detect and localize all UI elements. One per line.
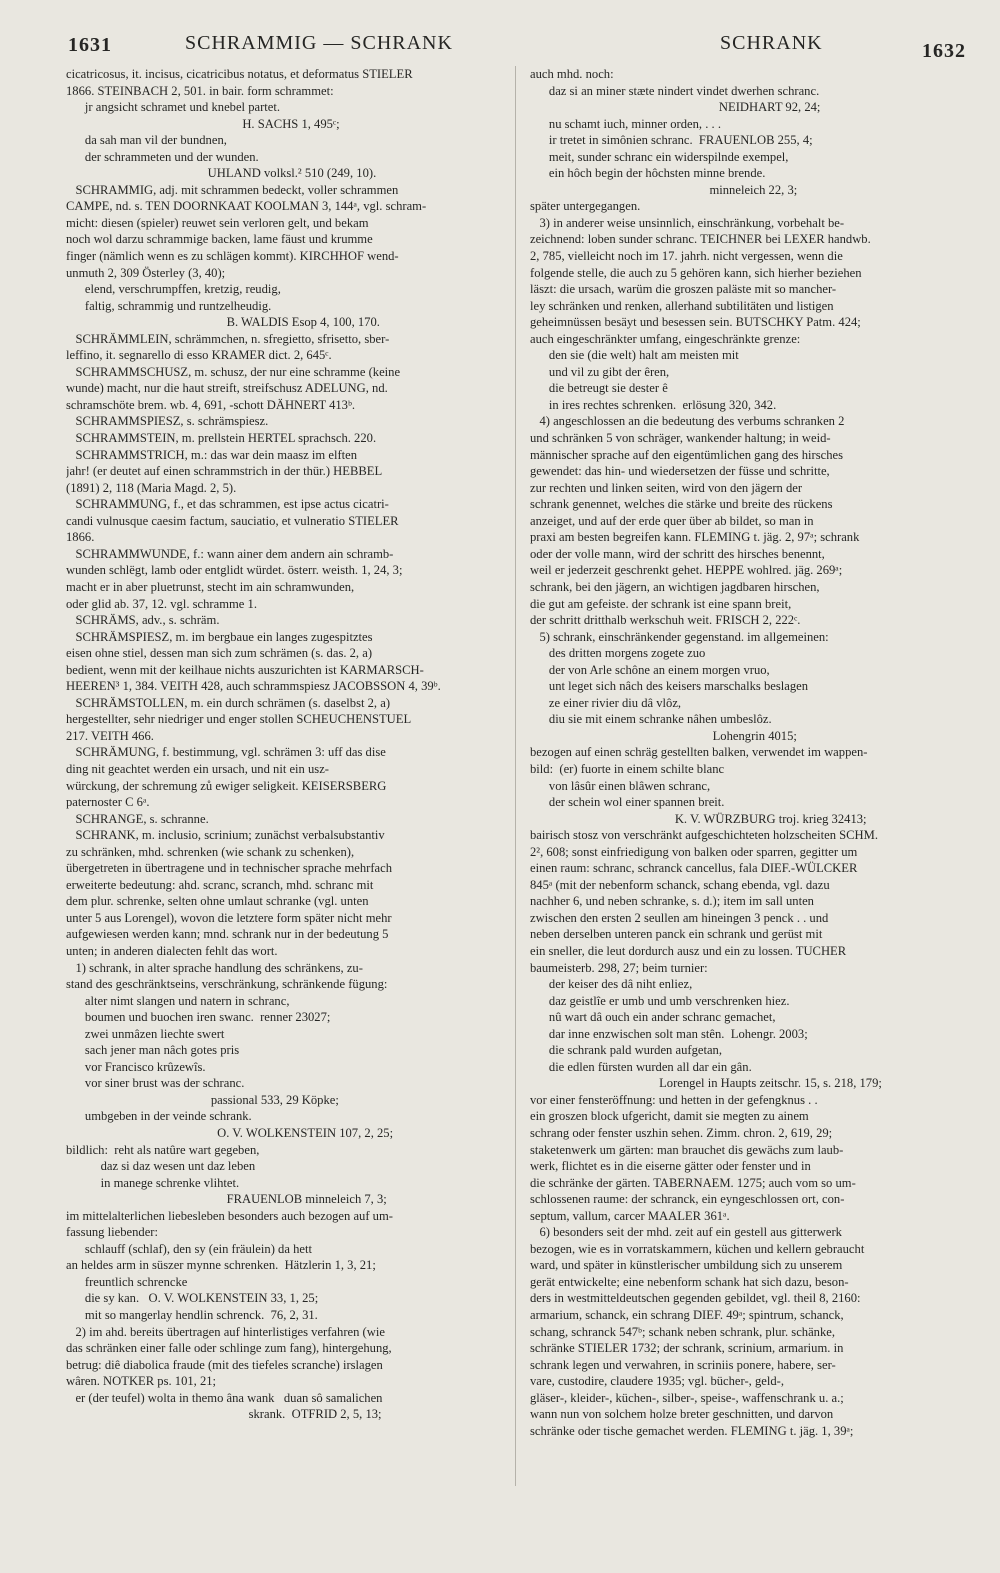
- text-line: die sy kan. O. V. WOLKENSTEIN 33, 1, 25;: [66, 1291, 319, 1306]
- text-line: skrank. OTFRID 2, 5, 13;: [66, 1407, 382, 1422]
- text-line: unter 5 aus Lorengel), wovon die letztere form später nicht mehr: [66, 910, 392, 925]
- text-line: schlossenen raume: der schranck, ein eyngeschlossen ort, con-: [530, 1192, 845, 1207]
- text-line: elend, verschrumpffen, kretzig, reudig,: [66, 282, 281, 297]
- text-line: schrang oder fenster uszhin sehen. Zimm. chron. 2, 619, 29;: [530, 1126, 833, 1140]
- text-line: baumeisterb. 298, 27; beim turnier:: [530, 960, 708, 975]
- right-text-column: [530, 66, 960, 1439]
- text-line: schrank, bei den jägern, an wichtigen jagdbaren hirschen,: [530, 579, 820, 594]
- text-line: daz si an miner stæte nindert vindet dwerhen schranc.: [530, 83, 820, 98]
- text-line: micht: diesen (spieler) reuwet sein verloren gelt, und bekam: [66, 215, 369, 230]
- text-line: vor einer fensteröffnung: und hetten in der gefengknus . .: [530, 1092, 818, 1107]
- text-line: die edlen fürsten wurden all dar ein gân.: [530, 1059, 752, 1074]
- text-line: wâren. NOTKER ps. 101, 21;: [66, 1374, 217, 1389]
- text-line: daz si daz wesen unt daz leben: [66, 1159, 256, 1174]
- text-line: passional 533, 29 Köpke;: [66, 1092, 339, 1107]
- text-line: 1866. STEINBACH 2, 501. in bair. form schrammet:: [66, 83, 334, 98]
- text-line: minneleich 22, 3;: [530, 182, 798, 197]
- text-line: nu schamt iuch, minner orden, . . .: [530, 116, 721, 131]
- text-line: der schrammeten und der wunden.: [66, 149, 259, 164]
- text-line: der keiser des dâ niht enliez,: [530, 977, 693, 992]
- text-line: die schränke der gärten. TABERNAEM. 1275; auch vom so um-: [530, 1175, 856, 1190]
- text-line: in ires rechtes schrenken. erlösung 320, 342.: [530, 397, 777, 412]
- text-line: umbgeben in der veinde schrank.: [66, 1109, 252, 1124]
- text-line: er (der teufel) wolta in themo âna wank duan sô samalichen: [66, 1390, 383, 1405]
- right-page-number: 1632: [922, 40, 966, 62]
- text-line: UHLAND volksl.² 510 (249, 10).: [66, 166, 377, 181]
- text-line: SCHRÄMS, adv., s. schräm.: [66, 613, 220, 628]
- text-line: septum, vallum, carcer MAALER 361ᵃ.: [530, 1208, 730, 1223]
- text-line: HEEREN³ 1, 384. VEITH 428, auch schrammspiesz JACOBSSON 4, 39ᵇ.: [66, 679, 441, 694]
- page-header: [0, 30, 1000, 64]
- text-line: SCHRAMMWUNDE, f.: wann ainer dem andern ain schramb-: [66, 546, 394, 561]
- text-line: 845ᵃ (mit der nebenform schanck, schang ebenda, vgl. dazu: [530, 877, 830, 892]
- text-line: werk, flichtet es in die eiserne gätter oder fenster und in: [530, 1159, 811, 1174]
- text-line: paternoster C 6ᵃ.: [66, 795, 150, 810]
- text-line: alter nimt slangen und natern in schranc,: [66, 993, 290, 1008]
- left-page-number: 1631: [68, 34, 112, 56]
- text-line: mit so mangerlay hendlin schrenck. 76, 2, 31.: [66, 1308, 318, 1323]
- text-line: anzeiget, und auf der erde quer über ab bildet, so man in: [530, 513, 814, 528]
- text-line: O. V. WOLKENSTEIN 107, 2, 25;: [66, 1126, 394, 1140]
- column-divider: [515, 66, 516, 1486]
- text-line: jahr! (er deutet auf einen schrammstrich in der thür.) HEBBEL: [66, 464, 383, 479]
- text-line: freuntlich schrencke: [66, 1274, 188, 1289]
- text-line: SCHRAMMSTRICH, m.: das war dein maasz im elften: [66, 447, 358, 462]
- text-line: die gut am gefeiste. der schrank ist eine spann breit,: [530, 596, 792, 611]
- text-line: bairisch stosz von verschränkt aufgeschichteten holzscheiten SCHM.: [530, 828, 878, 843]
- text-line: finger (nämlich wenn es zu schlägen kommt). KIRCHHOF wend-: [66, 249, 399, 264]
- text-line: schramschöte brem. wb. 4, 691, -schott DÄHNERT 413ᵇ.: [66, 397, 356, 412]
- text-line: schrank genennet, welches die stärke und breite des rückens: [530, 497, 833, 512]
- text-line: des dritten morgens zogete zuo: [530, 646, 706, 661]
- text-line: 1) schrank, in alter sprache handlung des schränkens, zu-: [66, 960, 363, 975]
- text-line: den sie (die welt) halt am meisten mit: [530, 348, 739, 363]
- text-line: bezogen, wie es in vorratskammern, küchen und kellern gebraucht: [530, 1241, 865, 1256]
- text-line: unt leget sich nâch des keisers marschalks beslagen: [530, 679, 809, 694]
- text-line: SCHRAMMSPIESZ, s. schrämspiesz.: [66, 414, 269, 429]
- text-line: diu sie mit einem schranke nâhen umbeslôz.: [530, 712, 772, 727]
- text-line: das schränken einer falle oder schlinge zum fang), hintergehung,: [66, 1341, 392, 1356]
- text-line: und schränken 5 von schräger, wankender haltung; in weid-: [530, 431, 831, 446]
- text-line: 2², 608; sonst einfriedigung von balken oder sparren, gegitter um: [530, 844, 858, 859]
- text-line: unten; in anderen dialecten fehlt das wort.: [66, 943, 278, 958]
- text-line: macht er in aber pluetrunst, stecht im ain schramwunden,: [66, 579, 355, 594]
- text-line: 2, 785, vielleicht noch im 17. jahrh. nicht vergessen, wenn die: [530, 249, 843, 264]
- text-line: 5) schrank, einschränkender gegenstand. im allgemeinen:: [530, 629, 829, 644]
- text-line: ze einer rivier diu dâ vlôz,: [530, 695, 682, 710]
- text-line: vor Francisco krûzewîs.: [66, 1059, 206, 1074]
- text-line: da sah man vil der bundnen,: [66, 133, 227, 148]
- text-line: daz geistlîe er umb und umb verschrenken hiez.: [530, 993, 790, 1008]
- text-line: noch wol darzu schrammige backen, lame fäust und krumme: [66, 232, 373, 247]
- text-line: fassung liebender:: [66, 1225, 158, 1240]
- text-line: meit, sunder schranc ein widerspilnde exempel,: [530, 149, 789, 164]
- text-line: SCHRAMMSTEIN, m. prellstein HERTEL sprachsch. 220.: [66, 431, 377, 446]
- text-line: schlauff (schlaf), den sy (ein fräulein) da hett: [66, 1241, 312, 1256]
- text-line: aufgewiesen werden kann; mnd. schrank nur in der bedeutung 5: [66, 927, 389, 942]
- text-line: stand des geschränktseins, verschränkung, schränkende fügung:: [66, 977, 388, 992]
- text-line: SCHRÄMSPIESZ, m. im bergbaue ein langes zugespitztes: [66, 629, 373, 644]
- text-line: wann nun von solchem holze breter geschnitten, und darvon: [530, 1407, 834, 1422]
- text-line: (1891) 2, 118 (Maria Magd. 2, 5).: [66, 480, 237, 495]
- text-line: 217. VEITH 466.: [66, 728, 154, 743]
- text-line: ward, und später in künstlerischer umbildung sich zu unserem: [530, 1258, 843, 1273]
- text-line: bedient, wenn mit der keilhaue nichts auszurichten ist KARMARSCH-: [66, 662, 424, 677]
- text-line: ein groszen block ufgericht, damit sie megten zu ainem: [530, 1109, 809, 1124]
- text-line: auch mhd. noch:: [530, 67, 614, 81]
- text-line: in manege schrenke vlihtet.: [66, 1175, 240, 1190]
- text-line: SCHRANGE, s. schranne.: [66, 811, 209, 826]
- text-line: staketenwerk um gärten: man brauchet dis gewächs zum laub-: [530, 1142, 844, 1157]
- text-line: faltig, schrammig und runtzelheudig.: [66, 298, 272, 313]
- text-line: CAMPE, nd. s. TEN DOORNKAAT KOOLMAN 3, 144ᵃ, vgl. schram-: [66, 199, 427, 214]
- text-line: bezogen auf einen schräg gestellten balken, verwendet im wappen-: [530, 745, 868, 760]
- text-line: schränke oder tische gemachet werden. FLEMING t. jäg. 1, 39ᵃ;: [530, 1423, 854, 1438]
- text-line: SCHRÄMSTOLLEN, m. ein durch schrämen (s. daselbst 2, a): [66, 695, 391, 710]
- text-line: Lorengel in Haupts zeitschr. 15, s. 218, 179;: [530, 1076, 882, 1091]
- text-line: und vil zu gibt der êren,: [530, 364, 670, 379]
- text-line: Lohengrin 4015;: [530, 728, 797, 743]
- text-line: ein hôch begin der hôchsten minne brende.: [530, 166, 766, 181]
- text-line: von lâsûr einen blâwen schranc,: [530, 778, 711, 793]
- text-line: übergetreten in übertragene und in technischer sprache mehrfach: [66, 861, 393, 876]
- text-line: ein sneller, die leut dordurch ausz und ein zu lossen. TUCHER: [530, 943, 847, 958]
- text-line: auch eingeschränkter umfang, eingeschränkte grenze:: [530, 331, 801, 346]
- text-line: 6) besonders seit der mhd. zeit auf ein gestell aus gitterwerk: [530, 1225, 842, 1240]
- text-line: einen raum: schranc, schranck cancellus, fala DIEF.-WÜLCKER: [530, 861, 858, 876]
- text-line: sach jener man nâch gotes pris: [66, 1043, 240, 1058]
- text-line: schang, schranck 547ᵇ; schank neben schrank, plur. schänke,: [530, 1324, 836, 1339]
- text-line: im mittelalterlichen liebesleben besonders auch bezogen auf um-: [66, 1208, 393, 1223]
- text-line: später untergegangen.: [530, 199, 641, 214]
- text-line: jr angsicht schramet und knebel partet.: [66, 100, 281, 115]
- text-line: 3) in anderer weise unsinnlich, einschränkung, vorbehalt be-: [530, 215, 845, 230]
- text-line: H. SACHS 1, 495ᶜ;: [66, 116, 340, 131]
- left-running-headword: SCHRAMMIG — SCHRANK: [185, 32, 453, 54]
- text-line: gläser-, kleider-, küchen-, silber-, speise-, waffenschrank u. a.;: [530, 1390, 844, 1405]
- text-line: SCHRAMMSCHUSZ, m. schusz, der nur eine schramme (keine: [66, 364, 401, 379]
- text-line: 1866.: [66, 530, 95, 545]
- text-line: eisen ohne stiel, dessen man sich zum schrämen (s. das. 2, a): [66, 646, 373, 661]
- text-line: candi vulnusque caesim factum, sauciatio, et vulneratio STIELER: [66, 513, 399, 528]
- text-line: erweiterte bedeutung: ahd. scranc, scranch, mhd. schranc mit: [66, 877, 374, 892]
- text-line: gewendet: das hin- und wiedersetzen der füsse und schritte,: [530, 464, 830, 479]
- text-line: 4) angeschlossen an die bedeutung des verbums schranken 2: [530, 414, 845, 429]
- text-line: SCHRÄMMLEIN, schrämmchen, n. sfregietto, sfrisetto, sber-: [66, 331, 390, 346]
- text-line: SCHRANK, m. inclusio, scrinium; zunächst verbalsubstantiv: [66, 828, 385, 843]
- text-line: zu schränken, mhd. schrenken (wie schank zu schenken),: [66, 844, 355, 859]
- text-line: an heldes arm in süszer mynne schrenken. Hätzlerin 1, 3, 21;: [66, 1258, 376, 1273]
- text-line: wunde) macht, nur die haut streift, streifschusz ADELUNG, nd.: [66, 381, 388, 396]
- text-line: weil er jederzeit geschrenkt gehet. HEPPE wohlred. jäg. 269ᵃ;: [530, 563, 843, 578]
- text-line: der schritt dritthalb werkschuh weit. FRISCH 2, 222ᶜ.: [530, 613, 801, 628]
- text-line: ley schränken und renken, allerhand subtilitäten und listigen: [530, 298, 834, 313]
- text-line: zwei unmâzen liechte swert: [66, 1026, 225, 1041]
- text-line: dar inne enzwischen solt man stên. Lohengr. 2003;: [530, 1026, 808, 1041]
- text-line: oder der volle mann, wird der schritt des hirsches benennt,: [530, 546, 825, 561]
- text-line: armarium, schanck, ein schrang DIEF. 49ᵃ; spintrum, schanck,: [530, 1308, 844, 1323]
- text-line: bildlich: reht als natûre wart gegeben,: [66, 1142, 260, 1157]
- left-text-column: [66, 66, 506, 1423]
- text-line: schränke STIELER 1732; der schrank, scrinium, armarium. in: [530, 1341, 844, 1356]
- text-line: hergestellter, sehr niedriger und enger stollen SCHEUCHENSTUEL: [66, 712, 412, 727]
- right-running-headword: SCHRANK: [720, 32, 823, 54]
- text-line: SCHRÄMUNG, f. bestimmung, vgl. schrämen 3: uff das dise: [66, 745, 386, 760]
- text-line: läszt: die ursach, warüm die groszen paläste mit so mancher-: [530, 282, 837, 297]
- text-line: NEIDHART 92, 24;: [530, 100, 821, 115]
- text-line: nachher 6, und neben schranke, s. d.); item im sall unten: [530, 894, 814, 909]
- text-line: zeichnend: loben sunder schranc. TEICHNER bei LEXER handwb.: [530, 232, 871, 247]
- text-line: dem plur. schrenke, selten ohne umlaut schranke (vgl. unten: [66, 894, 369, 909]
- text-line: B. WALDIS Esop 4, 100, 170.: [66, 315, 380, 330]
- text-line: ders in westmitteldeutschen gegenden gebildet, vgl. theil 8, 2160:: [530, 1291, 861, 1306]
- text-line: folgende stelle, die auch zu 5 gehören kann, sich hierher beziehen: [530, 265, 862, 280]
- text-line: die schrank pald wurden aufgetan,: [530, 1043, 722, 1058]
- text-line: SCHRAMMUNG, f., et das schrammen, est ipse actus cicatri-: [66, 497, 389, 512]
- text-line: FRAUENLOB minneleich 7, 3;: [66, 1192, 387, 1207]
- text-line: ding nit geachtet werden ein ursach, und nit ein usz-: [66, 761, 329, 776]
- text-line: boumen und buochen iren swanc. renner 23027;: [66, 1010, 331, 1025]
- text-line: unmuth 2, 309 Österley (3, 40);: [66, 265, 226, 280]
- text-line: praxi am besten begreifen kann. FLEMING t. jäg. 2, 97ᵃ; schrank: [530, 530, 860, 545]
- text-line: die betreugt sie dester ê: [530, 381, 668, 396]
- text-line: vare, custodire, claudere 1935; vgl. bücher-, geld-,: [530, 1374, 784, 1389]
- text-line: leffino, it. segnarello di esso KRAMER dict. 2, 645ᶜ.: [66, 348, 332, 363]
- text-line: SCHRAMMIG, adj. mit schrammen bedeckt, voller schrammen: [66, 182, 399, 197]
- text-line: gerät entwickelte; eine nebenform schank hat sich dazu, beson-: [530, 1274, 849, 1289]
- text-line: zwischen den ersten 2 seullen am hineingen 3 penck . . und: [530, 910, 829, 925]
- text-line: cicatricosus, it. incisus, cicatricibus notatus, et deformatus STIELER: [66, 67, 413, 81]
- text-line: ir tretet in simônien schranc. FRAUENLOB 255, 4;: [530, 133, 813, 148]
- text-line: nû wart dâ ouch ein ander schranc gemachet,: [530, 1010, 776, 1025]
- text-line: der von Arle schône an einem morgen vruo,: [530, 662, 770, 677]
- text-line: geheimnüssen besäyt und besessen sein. BUTSCHKY Patm. 424;: [530, 315, 861, 330]
- text-line: 2) im ahd. bereits übertragen auf hinterlistiges verfahren (wie: [66, 1324, 385, 1339]
- text-line: schrank legen und verwahren, in scriniis ponere, habere, ser-: [530, 1357, 836, 1372]
- text-line: neben derselben unteren panck ein schrank und gerüst mit: [530, 927, 823, 942]
- text-line: bild: (er) fuorte in einem schilte blanc: [530, 761, 725, 776]
- text-line: zur rechten und linken seiten, wird von den jägern der: [530, 480, 803, 495]
- text-line: der schein wol einer spannen breit.: [530, 795, 725, 810]
- text-line: wunden schlëgt, lamb oder entglidt würdet. österr. weisth. 1, 24, 3;: [66, 563, 403, 578]
- text-line: vor siner brust was der schranc.: [66, 1076, 245, 1091]
- text-line: K. V. WÜRZBURG troj. krieg 32413;: [530, 811, 867, 826]
- text-line: männischer sprache auf den eigentümlichen gang des hirsches: [530, 447, 843, 462]
- text-line: würckung, der schremung zů ewiger seligkeit. KEISERSBERG: [66, 778, 387, 793]
- text-line: betrug: diê diabolica fraude (mit des tiefeles scranche) irslagen: [66, 1357, 383, 1372]
- text-line: oder glid ab. 37, 12. vgl. schramme 1.: [66, 596, 257, 611]
